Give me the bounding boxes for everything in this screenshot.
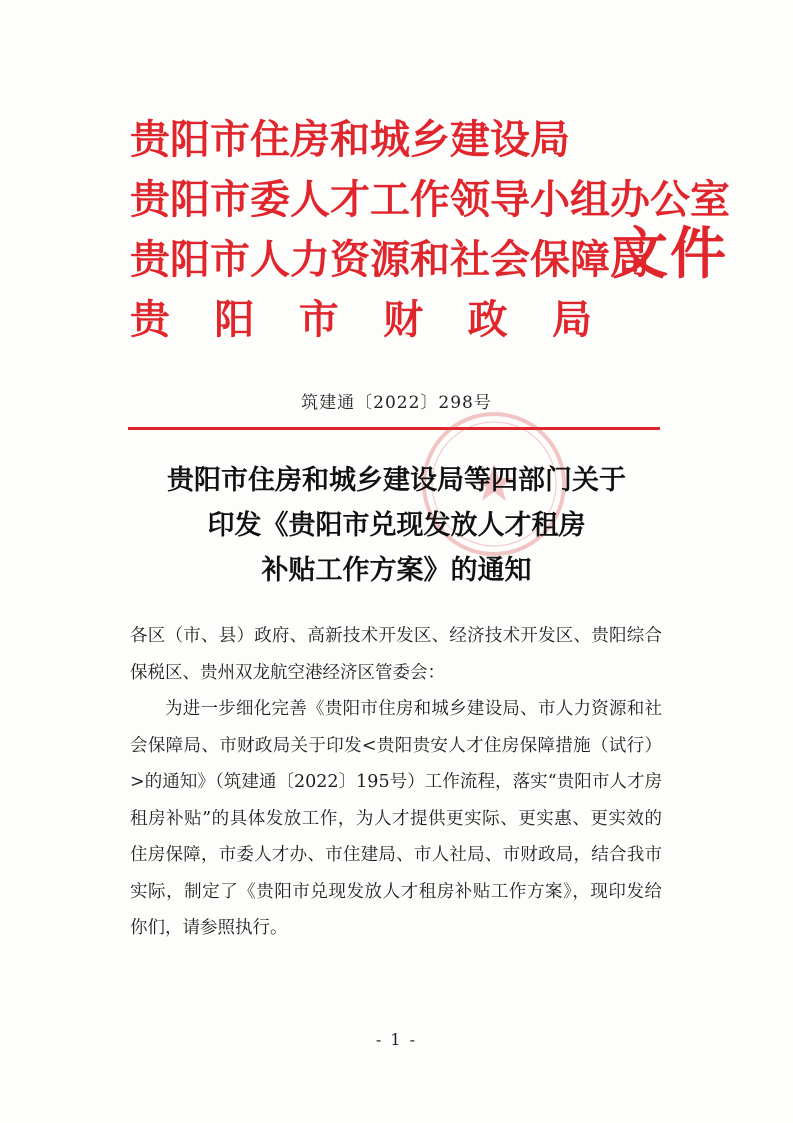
issuer-character: 阳 xyxy=(214,296,255,343)
title-line: 补贴工作方案》的通知 xyxy=(261,555,532,586)
issuer-finance-bureau xyxy=(130,290,600,350)
addressees: 各区（市、县）政府、高新技术开发区、经济技术开发区、贵阳综合保税区、贵州双龙航空港经济区管委会： xyxy=(130,626,662,683)
issuer-talent-office: 贵阳市委人才工作领导小组办公室 xyxy=(130,176,730,223)
red-divider-line xyxy=(128,427,660,430)
body-paragraph: 为进一步细化完善《贵阳市住房和城乡建设局、市人力资源和社会保障局、市财政局关于印发<贵阳贵安人才住房保障措施（试行）>的通知》（筑建通〔2022〕195号）工作流程，落实“贵阳市人才房租房补贴”的具体发放工作，为人才提供更实际、更实惠、更实效的住房保障，市委人才办、市住建局、市人社局、市财政局，结合我市实际，制定了《贵阳市兑现发放人才租房补贴工作方案》，现印发给你们，请参照执行。 xyxy=(130,699,662,938)
notice-title xyxy=(0,458,793,593)
title-line: 印发《贵阳市兑现发放人才租房 xyxy=(207,510,586,541)
issuer-character: 财 xyxy=(383,296,424,343)
issuer-housing-bureau: 贵阳市住房和城乡建设局 xyxy=(130,116,570,163)
issuer-character: 市 xyxy=(298,296,339,343)
document-number: 筑建通〔2022〕298号 xyxy=(301,393,492,413)
notice-body xyxy=(130,618,662,947)
issuer-character: 政 xyxy=(467,296,508,343)
title-line: 贵阳市住房和城乡建设局等四部门关于 xyxy=(167,465,626,496)
issuer-hr-social-security-bureau: 贵阳市人力资源和社会保障局 xyxy=(130,236,650,283)
page-number: - 1 - xyxy=(375,1030,418,1049)
issuer-character: 局 xyxy=(551,296,592,343)
issuer-character: 贵 xyxy=(130,296,170,343)
document-type-label: 文件 xyxy=(612,221,728,287)
